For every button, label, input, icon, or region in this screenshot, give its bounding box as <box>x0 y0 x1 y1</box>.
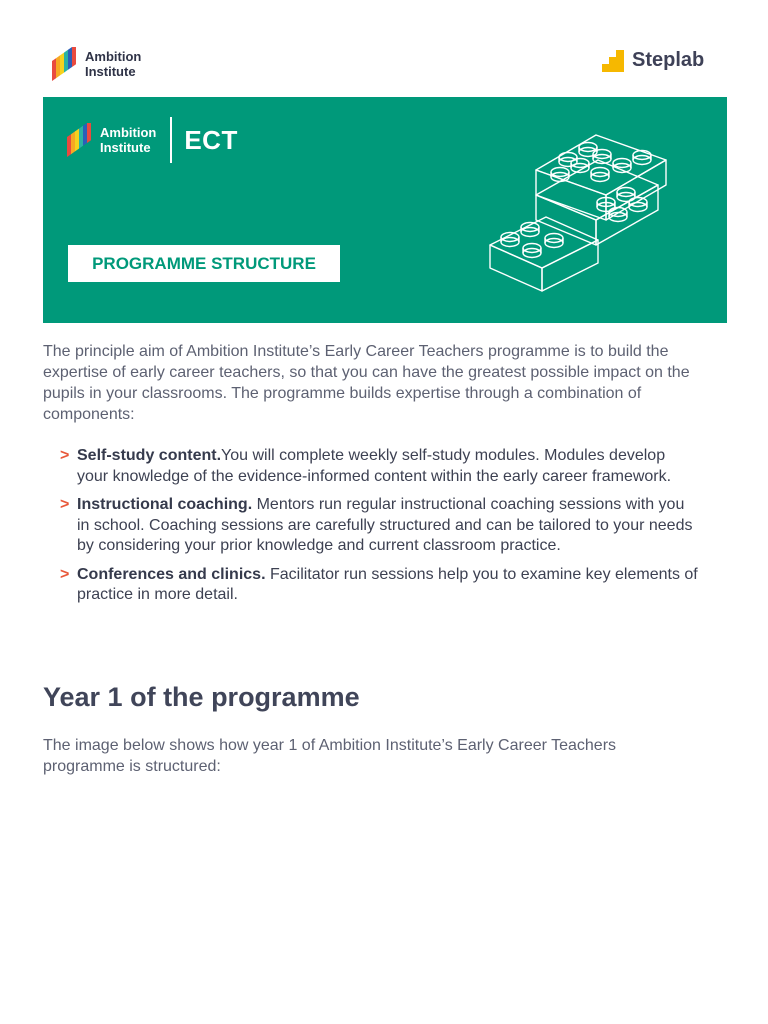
list-item-title: Instructional coaching. <box>77 496 253 513</box>
section-paragraph: The image below shows how year 1 of Ambition Institute’s Early Career Teachers programme is structured: <box>43 737 617 775</box>
list-item-title: Conferences and clinics. <box>77 565 266 583</box>
rainbow-stripes-icon <box>67 123 95 157</box>
banner-logo-line-ambition: Ambition <box>100 125 157 140</box>
product-name: ECT <box>184 124 238 155</box>
components-list <box>60 446 700 614</box>
chevron-right-icon: > <box>60 447 70 464</box>
banner-divider <box>170 117 172 163</box>
logo-line-ambition: Ambition <box>85 49 142 64</box>
lego-bricks-icon <box>488 125 668 295</box>
ambition-institute-logo <box>52 47 141 81</box>
steplab-steps-icon <box>602 50 624 72</box>
hero-banner <box>43 97 727 323</box>
programme-structure-tag <box>68 245 340 282</box>
list-item <box>60 565 700 606</box>
list-item-text: Facilitator run sessions help you to examine key elements of practice in more detail. <box>77 565 698 603</box>
intro-paragraph: The principle aim of Ambition Institute’s Early Career Teachers programme is to build the expertise of early career teachers, so that you can have the greatest possible impact on the pupils in your classrooms. The programme builds expertise through a combination of components: <box>43 343 690 423</box>
list-item-text: You will complete weekly self-study modules. Modules develop your knowledge of the evidence-informed content within the early career framework. <box>77 447 672 485</box>
chevron-right-icon: > <box>60 496 70 513</box>
steplab-logo <box>602 49 704 72</box>
list-item <box>60 495 700 557</box>
list-item-text: Mentors run regular instructional coaching sessions with you in school. Coaching sessions are carefully structured and can be tailored to your needs by considering your prior knowledge and current classroom practice. <box>77 496 693 554</box>
list-item <box>60 446 700 487</box>
banner-logo <box>67 117 238 163</box>
list-item-title: Self-study content. <box>77 447 222 464</box>
tag-label: PROGRAMME STRUCTURE <box>92 253 316 273</box>
logo-line-institute: Institute <box>85 64 136 79</box>
rainbow-stripes-icon <box>52 47 80 81</box>
section-heading: Year 1 of the programme <box>43 682 360 712</box>
steplab-wordmark: Steplab <box>632 49 705 71</box>
chevron-right-icon: > <box>60 565 70 583</box>
banner-logo-line-institute: Institute <box>100 140 151 155</box>
